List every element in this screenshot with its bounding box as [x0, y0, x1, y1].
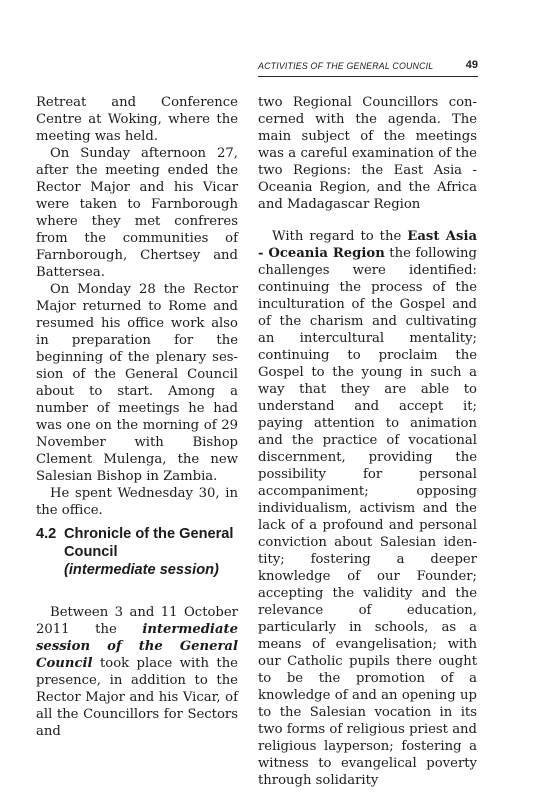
section-title-block	[64, 525, 240, 579]
header-title: ACTIVITIES OF THE GENERAL COUNCIL	[258, 61, 434, 71]
paragraph: two Regional Councillors concerned with the agenda. The main subject of the meetings was a careful examination of the two Regions: the East Asia - Oceania Region, and the Africa and Madagascar Region	[258, 95, 477, 212]
paragraph	[258, 228, 477, 789]
section-number: 4.2	[36, 526, 57, 542]
page-number: 49	[465, 59, 478, 71]
left-column-bottom	[36, 604, 238, 740]
section-title-line-2: Council	[64, 544, 118, 560]
paragraph-intro: Between 3 and 11 October 2011 the	[36, 605, 238, 637]
left-column	[36, 94, 238, 519]
paragraph: Retreat and Conference Centre at Woking, where the meeting was held.	[36, 95, 238, 144]
section-title-line-1: Chronicle of the General	[64, 526, 234, 542]
running-header	[258, 58, 478, 77]
paragraph-rest: took place with the presence, in addition to the Rector Major and his Vicar, of all the Councillors for Sectors and	[36, 656, 238, 739]
paragraph: On Monday 28 the Rector Major returned to Rome and resumed his office work also in preparation for the beginning of the plenary session of the General Council about to start. Among a number of meetings he had was one on the morning of 29 November with Bishop Clement Mulenga, the new Salesian Bishop in Zambia.	[36, 282, 238, 484]
section-heading	[36, 525, 240, 579]
paragraph-intro: With regard to the	[272, 229, 402, 244]
section-subtitle: (intermediate session)	[64, 562, 219, 578]
right-column	[258, 94, 477, 789]
paragraph	[36, 604, 238, 740]
paragraph: On Sunday afternoon 27, after the meeting ended the Rector Major and his Vicar were taken to Farnborough where they met confreres from the communities of Farnborough, Chertsey and Battersea.	[36, 146, 238, 280]
emphasis-text: intermediate session of the General Council	[36, 622, 238, 671]
paragraph: He spent Wednesday 30, in the office.	[36, 486, 238, 518]
emphasis-text: East Asia - Oceania Region	[258, 229, 478, 261]
paragraph-rest: the following challenges were identified: continuing the process of the inculturation of the Gospel and of the charism and cultivating an intercultural mentality; continuing to proclaim the Gospel to the young in such a way that they are able to understand and accept it; paying attention to animation and the practice of vocational discernment, providing the possibility for personal accompaniment; opposing individualism, activism and the lack of a profound and personal conviction about Salesian identity; fostering a deeper knowledge of our Founder; accepting the validity and the relevance of education, particularly in schools, as a means of evangelisation; with our Catholic pupils there ought to be the promotion of a knowledge of and an opening up to the Salesian vocation in its two forms of religious priest and religious layperson; fostering a witness to evangelical poverty through solidarity	[258, 246, 477, 788]
